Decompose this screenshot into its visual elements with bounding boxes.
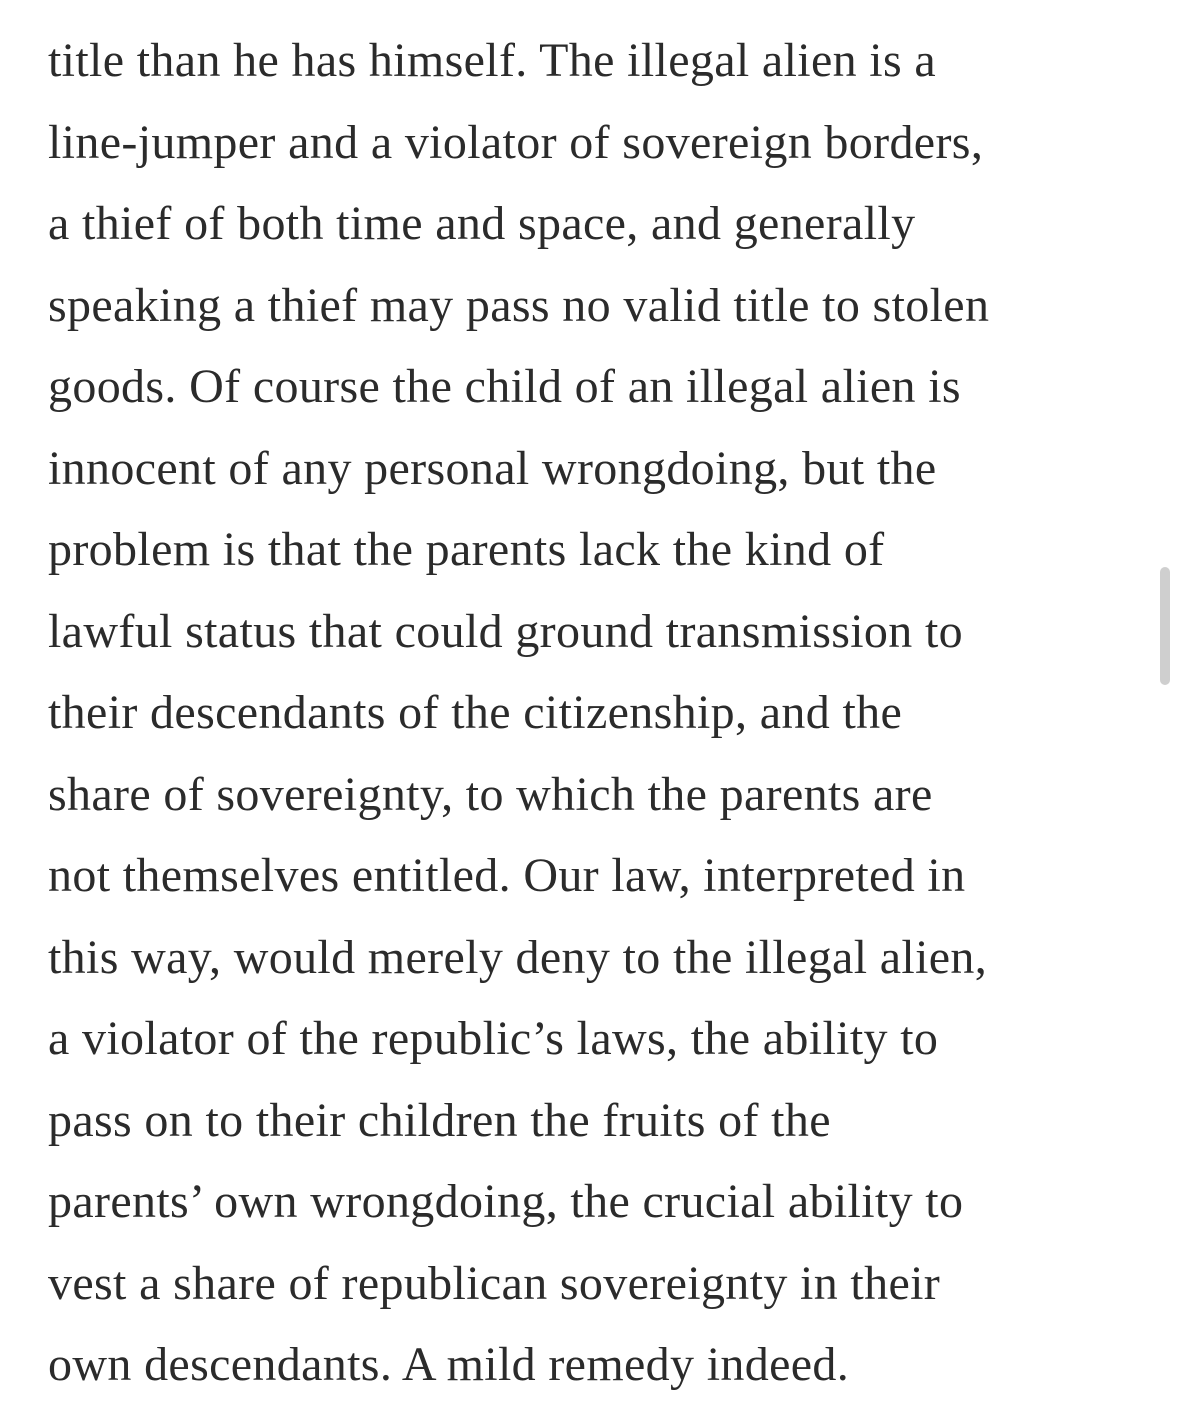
text-line: line-jumper and a violator of sovereign borders, — [48, 115, 984, 169]
text-line: pass on to their children the fruits of the — [48, 1093, 831, 1147]
text-line: not themselves entitled. Our law, interpreted in — [48, 849, 966, 902]
text-line: this way, would merely deny to the illegal alien, — [48, 930, 988, 984]
text-line: share of sovereignty, to which the parents are — [48, 767, 933, 821]
text-line: problem is that the parents lack the kind of — [48, 523, 885, 576]
text-line: title than he has himself. The illegal alien is a — [48, 34, 937, 87]
text-line: goods. Of course the child of an illegal alien is — [48, 360, 961, 413]
text-line: their descendants of the citizenship, and the — [48, 686, 903, 739]
article-paragraph — [48, 20, 1148, 1403]
text-line: own descendants. A mild remedy indeed. — [48, 1338, 850, 1391]
vertical-scrollbar-thumb[interactable] — [1160, 567, 1170, 685]
text-line: parents’ own wrongdoing, the crucial ability to — [48, 1175, 964, 1228]
text-line: innocent of any personal wrongdoing, but the — [48, 441, 937, 495]
text-line: lawful status that could ground transmission to — [48, 604, 964, 658]
text-line: a thief of both time and space, and generally — [48, 197, 916, 250]
text-line: a violator of the republic’s laws, the ability to — [48, 1012, 939, 1065]
text-line: vest a share of republican sovereignty in their — [48, 1256, 941, 1310]
text-line: speaking a thief may pass no valid title to stolen — [48, 278, 990, 332]
